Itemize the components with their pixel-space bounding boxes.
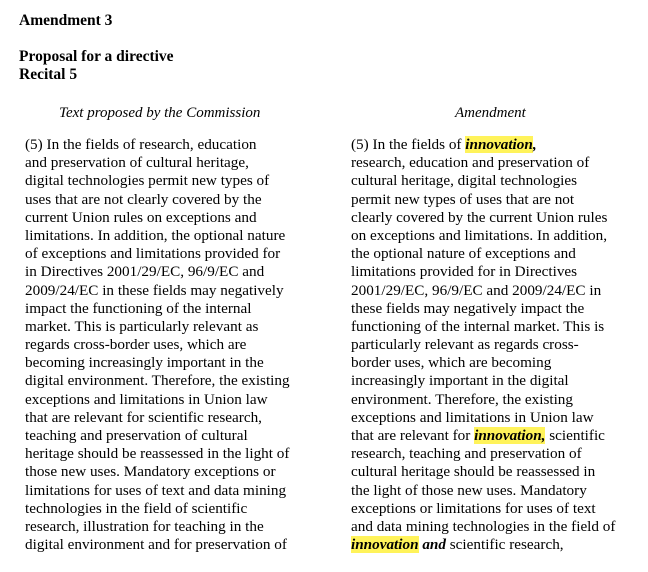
text-line: market. This is particularly relevant as: [25, 317, 259, 335]
text-line: digital technologies permit new types of: [25, 172, 270, 190]
text-line: [351, 536, 646, 554]
text-line: on exceptions and limitations. In addition,: [351, 226, 608, 244]
text-line: 2009/24/EC in these fields may negatively: [25, 281, 284, 299]
text-line: exceptions and limitations in Union law: [25, 390, 268, 408]
text-line: functioning of the internal market. This is: [351, 317, 605, 335]
text-line: of exceptions and limitations provided for: [25, 245, 281, 263]
text-line: becoming increasingly important in the: [25, 354, 264, 372]
text-line: technologies in the field of scientific: [25, 499, 248, 517]
text-line: limitations provided for in Directives: [351, 263, 578, 281]
text-line: particularly relevant as regards cross-: [351, 336, 579, 354]
text-line: teaching and preservation of cultural: [25, 427, 248, 444]
text-line: exceptions or limitations for uses of text: [351, 499, 596, 517]
text-line: digital environment. Therefore, the existing: [25, 372, 290, 390]
text-line: heritage should be reassessed in the light of: [25, 445, 290, 463]
text-line: and data mining technologies in the field of: [351, 517, 616, 535]
text-segment: that are relevant for: [351, 427, 475, 444]
recital-title: Recital 5: [19, 66, 78, 83]
text-line: the light of those new uses. Mandatory: [351, 481, 587, 499]
text-line: regards cross-border uses, which are: [25, 336, 247, 354]
text-line: clearly covered by the current Union rules: [351, 208, 608, 226]
text-line: the optional nature of exceptions and: [351, 245, 576, 263]
text-line: current Union rules on exceptions and: [25, 208, 257, 226]
text-segment: (5) In the fields of: [351, 136, 466, 153]
text-line: [351, 427, 646, 445]
text-line: exceptions and limitations in Union law: [351, 408, 594, 426]
text-segment: scientific: [545, 427, 605, 444]
amendment-text-column: [351, 136, 646, 554]
text-line: digital environment and for preservation of: [25, 536, 287, 554]
text-line: research, teaching and preservation of: [351, 445, 582, 463]
text-line: [351, 136, 646, 154]
text-line: 2001/29/EC, 96/9/EC and 2009/24/EC in: [351, 281, 602, 299]
text-line: in Directives 2001/29/EC, 96/9/EC and: [25, 263, 265, 281]
text-line: cultural heritage should be reassessed in: [351, 463, 596, 481]
text-line: that are relevant for scientific research,: [25, 408, 262, 426]
text-line: and preservation of cultural heritage,: [25, 154, 249, 172]
text-line: increasingly important in the digital: [351, 372, 569, 390]
text-line: environment. Therefore, the existing: [351, 390, 573, 408]
highlighted-insertion: innovation,: [474, 427, 546, 444]
commission-text-column: [25, 136, 325, 554]
text-line: these fields may negatively impact the: [351, 299, 585, 317]
inserted-text: and: [418, 536, 446, 554]
amendment-number: Amendment 3: [19, 12, 113, 29]
text-line: limitations for uses of text and data mining: [25, 481, 287, 499]
column-header-amendment: Amendment: [455, 105, 526, 121]
highlighted-insertion: innovation: [351, 536, 419, 554]
text-line: (5) In the fields of research, education: [25, 136, 257, 153]
proposal-title: Proposal for a directive: [19, 48, 174, 65]
text-line: impact the functioning of the internal: [25, 299, 252, 317]
text-line: uses that are not clearly covered by the: [25, 190, 262, 208]
text-line: limitations. In addition, the optional nature: [25, 226, 286, 244]
highlighted-insertion: innovation: [465, 136, 533, 153]
text-line: research, education and preservation of: [351, 154, 590, 172]
text-segment: scientific research,: [445, 536, 564, 554]
text-line: research, illustration for teaching in the: [25, 517, 264, 535]
text-line: permit new types of uses that are not: [351, 190, 575, 208]
text-line: cultural heritage, digital technologies: [351, 172, 578, 190]
text-line: those new uses. Mandatory exceptions or: [25, 463, 276, 481]
inserted-text: ,: [532, 136, 537, 153]
column-header-commission: Text proposed by the Commission: [59, 105, 261, 121]
text-line: border uses, which are becoming: [351, 354, 552, 372]
